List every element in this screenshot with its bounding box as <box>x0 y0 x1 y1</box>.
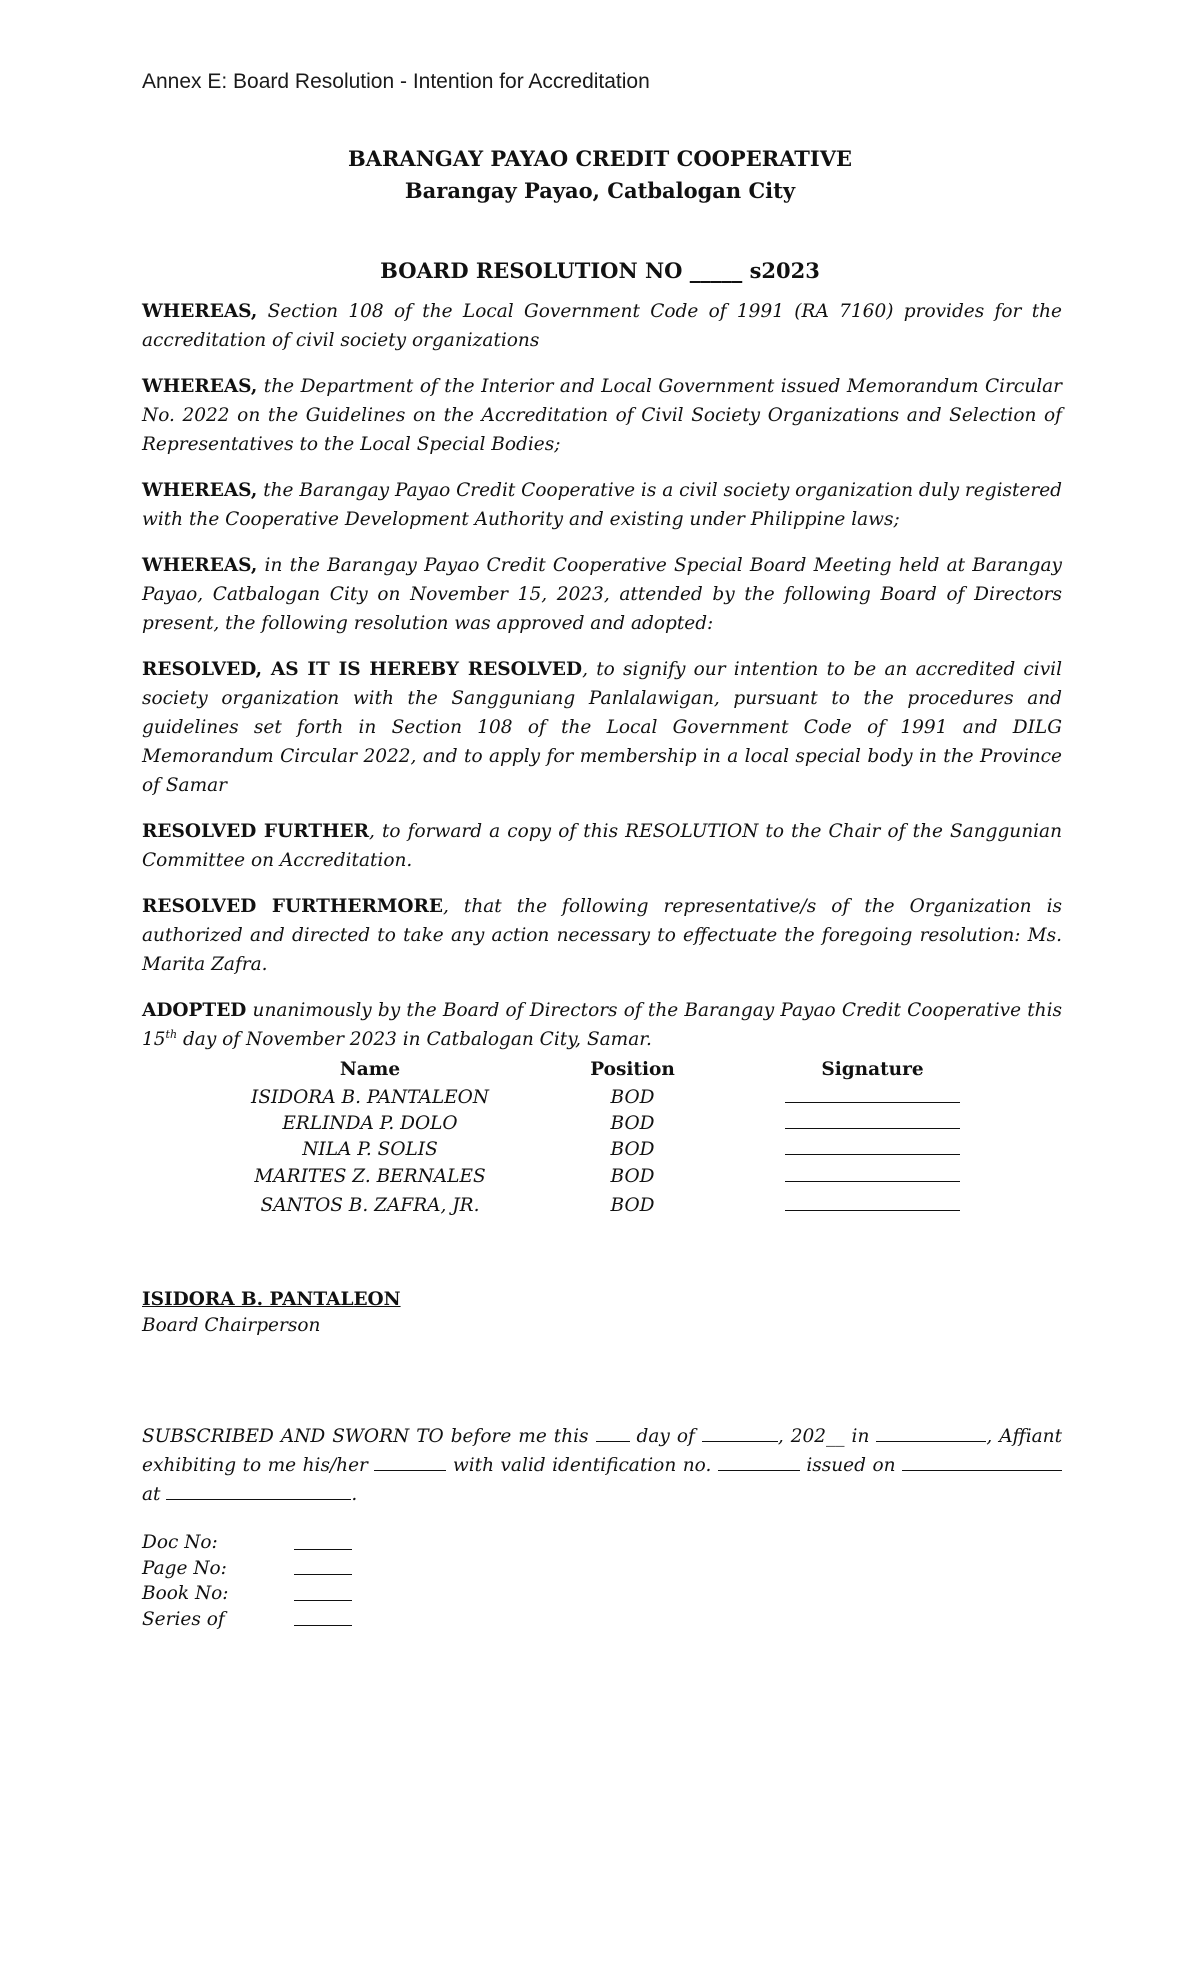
paragraph: WHEREAS, the Barangay Payao Credit Cooperative is a civil society organization duly registered with the Cooperative Development Authority and existing under Philippine laws; <box>142 480 1062 530</box>
notary-row <box>142 1581 352 1607</box>
chairperson-title: Board Chairperson <box>142 1315 321 1336</box>
annex-header: Annex E: Board Resolution - Intention for Accreditation <box>142 70 650 93</box>
blank-id-number <box>718 1454 800 1471</box>
chairperson-name: ISIDORA B. PANTALEON <box>142 1289 401 1310</box>
signatory-position: BOD <box>610 1195 655 1216</box>
notary-blank-line <box>294 1612 352 1626</box>
signature-line <box>785 1196 960 1211</box>
jurat-paragraph: SUBSCRIBED AND SWORN TO before me this day of , 202__ in , Affiant exhibiting to me his/her with valid identification no. issued on at . <box>142 1426 1063 1505</box>
notary-label: Series of <box>142 1608 225 1630</box>
signatory-position: BOD <box>610 1138 655 1160</box>
blank-day <box>596 1425 630 1442</box>
column-header-position: Position <box>590 1059 675 1080</box>
signature-line <box>785 1140 960 1155</box>
organization-name: BARANGAY PAYAO CREDIT COOPERATIVE <box>347 146 853 171</box>
blank-issue-date <box>902 1454 1062 1471</box>
notary-blank-line <box>294 1587 352 1601</box>
blank-issue-place <box>166 1483 351 1500</box>
signatory-name: NILA P. SOLIS <box>302 1138 438 1160</box>
table-row <box>210 1084 1010 1110</box>
paragraph: RESOLVED FURTHER, to forward a copy of this RESOLUTION to the Chair of the Sanggunian Committee on Accreditation. <box>142 821 1062 871</box>
signatories-table <box>210 1055 1010 1220</box>
notarial-register <box>142 1530 352 1632</box>
chairperson-block <box>142 1287 401 1339</box>
signatory-position: BOD <box>610 1166 655 1187</box>
table-row <box>210 1136 1010 1162</box>
notary-row <box>142 1556 352 1582</box>
paragraph: WHEREAS, in the Barangay Payao Credit Cooperative Special Board Meeting held at Barangay Payao, Catbalogan City on November 15, 2023, attended by the following Board of Directors present, the following resolution was approved and adopted: <box>142 555 1062 634</box>
signature-line <box>785 1167 960 1182</box>
table-row <box>210 1110 1010 1136</box>
organization-address: Barangay Payao, Catbalogan City <box>404 178 796 203</box>
blank-id-type <box>374 1454 446 1471</box>
notary-label: Doc No: <box>142 1532 218 1554</box>
table-row <box>210 1191 1010 1220</box>
resolution-body <box>142 297 1062 1071</box>
column-header-signature: Signature <box>821 1059 924 1080</box>
blank-place <box>876 1425 986 1442</box>
table-row <box>210 1162 1010 1191</box>
signatory-position: BOD <box>610 1112 655 1134</box>
paragraph: WHEREAS, the Department of the Interior and Local Government issued Memorandum Circular No. 2022 on the Guidelines on the Accreditation of Civil Society Organizations and Selection of Representatives to the Local Special Bodies; <box>142 376 1062 455</box>
notary-row <box>142 1530 352 1556</box>
notary-label: Page No: <box>142 1557 227 1579</box>
signature-line <box>785 1114 960 1129</box>
adopted-paragraph: ADOPTED unanimously by the Board of Directors of the Barangay Payao Credit Cooperative this 15th day of November 2023 in Catbalogan City, Samar. <box>142 1000 1062 1050</box>
notary-label: Book No: <box>142 1583 229 1605</box>
signature-line <box>785 1088 960 1103</box>
column-header-name: Name <box>339 1059 401 1080</box>
signatory-name: ISIDORA B. PANTALEON <box>251 1086 489 1108</box>
notary-blank-line <box>294 1561 352 1575</box>
signatory-position: BOD <box>610 1086 655 1108</box>
signatory-name: MARITES Z. BERNALES <box>254 1166 486 1187</box>
paragraph: RESOLVED FURTHERMORE, that the following representative/s of the Organization is authorized and directed to take any action necessary to effectuate the foregoing resolution: Ms. Marita Zafra. <box>142 896 1062 975</box>
signatory-name: ERLINDA P. DOLO <box>282 1112 458 1134</box>
paragraph: RESOLVED, AS IT IS HEREBY RESOLVED, to signify our intention to be an accredited civil society organization with the Sangguniang Panlalawigan, pursuant to the procedures and guidelines set forth in Section 108 of the Local Government Code of 1991 and DILG Memorandum Circular 2022, and to apply for membership in a local special body in the Province of Samar <box>142 659 1062 796</box>
notary-row <box>142 1607 352 1633</box>
notary-blank-line <box>294 1536 352 1550</box>
resolution-title: BOARD RESOLUTION NO _____ s2023 <box>380 258 820 283</box>
paragraph: WHEREAS, Section 108 of the Local Government Code of 1991 (RA 7160) provides for the accreditation of civil society organizations <box>142 301 1062 351</box>
blank-month <box>702 1425 778 1442</box>
signatory-name: SANTOS B. ZAFRA, JR. <box>260 1195 480 1216</box>
